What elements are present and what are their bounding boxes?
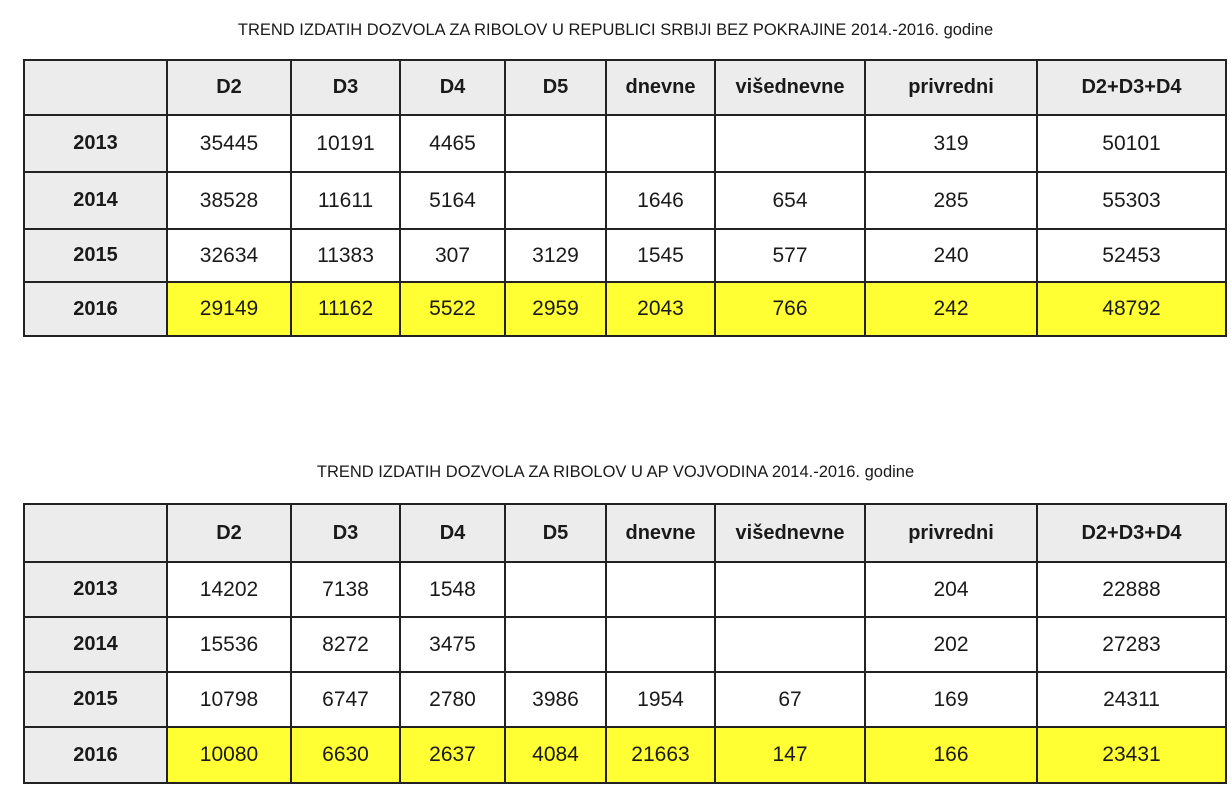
- table-cell: 3986: [505, 672, 606, 727]
- table-cell: 22888: [1037, 562, 1226, 617]
- header-cell: privredni: [865, 504, 1037, 562]
- table-cell: 242: [865, 282, 1037, 336]
- header-cell: D3: [291, 60, 400, 115]
- table-row: [24, 617, 1226, 672]
- table-cell: 7138: [291, 562, 400, 617]
- table-cell: 21663: [606, 727, 715, 783]
- table2-title: TREND IZDATIH DOZVOLA ZA RIBOLOV U AP VOJVODINA 2014.-2016. godine: [316, 463, 915, 481]
- table-cell: 11383: [291, 229, 400, 282]
- row-year: 2015: [24, 672, 167, 727]
- table-cell: 2780: [400, 672, 505, 727]
- table-cell: 48792: [1037, 282, 1226, 336]
- table-row: [24, 562, 1226, 617]
- table-cell: 10798: [167, 672, 291, 727]
- table-cell: 29149: [167, 282, 291, 336]
- table-cell: 14202: [167, 562, 291, 617]
- header-cell: D2+D3+D4: [1037, 504, 1226, 562]
- header-row: [24, 60, 1226, 115]
- table-cell: 202: [865, 617, 1037, 672]
- header-cell: D5: [505, 60, 606, 115]
- table-cell: 50101: [1037, 115, 1226, 172]
- table-cell: 1548: [400, 562, 505, 617]
- table-cell: 24311: [1037, 672, 1226, 727]
- table-cell: 2959: [505, 282, 606, 336]
- row-year: 2016: [24, 727, 167, 783]
- table-vojvodina: [23, 503, 1227, 784]
- table-cell: 38528: [167, 172, 291, 229]
- table-cell: 577: [715, 229, 865, 282]
- table-cell: 3475: [400, 617, 505, 672]
- table-cell: 15536: [167, 617, 291, 672]
- table-row-highlighted: [24, 282, 1226, 336]
- table-cell: 654: [715, 172, 865, 229]
- table-cell: 55303: [1037, 172, 1226, 229]
- header-cell: D4: [400, 60, 505, 115]
- table-cell: 1646: [606, 172, 715, 229]
- table-cell: [606, 115, 715, 172]
- table-cell: [715, 617, 865, 672]
- row-year: 2013: [24, 562, 167, 617]
- table-cell: 204: [865, 562, 1037, 617]
- table-cell: 4084: [505, 727, 606, 783]
- table-cell: 27283: [1037, 617, 1226, 672]
- table-cell: 5164: [400, 172, 505, 229]
- table-cell: [715, 562, 865, 617]
- table-cell: 67: [715, 672, 865, 727]
- table-row-highlighted: [24, 727, 1226, 783]
- table-cell: 169: [865, 672, 1037, 727]
- table-cell: 307: [400, 229, 505, 282]
- header-cell: dnevne: [606, 60, 715, 115]
- table-cell: 52453: [1037, 229, 1226, 282]
- table-row: [24, 229, 1226, 282]
- header-cell: D2: [167, 504, 291, 562]
- table-cell: 240: [865, 229, 1037, 282]
- table-cell: 35445: [167, 115, 291, 172]
- header-row: [24, 504, 1226, 562]
- header-corner: [24, 504, 167, 562]
- table-cell: 6630: [291, 727, 400, 783]
- header-cell: D5: [505, 504, 606, 562]
- table-republic-serbia: [23, 59, 1227, 337]
- table-cell: [606, 562, 715, 617]
- table-cell: 8272: [291, 617, 400, 672]
- table-cell: 1954: [606, 672, 715, 727]
- table-cell: 23431: [1037, 727, 1226, 783]
- table-cell: [505, 617, 606, 672]
- row-year: 2016: [24, 282, 167, 336]
- table-cell: 11162: [291, 282, 400, 336]
- header-cell: višednevne: [715, 60, 865, 115]
- table-cell: 10191: [291, 115, 400, 172]
- table-cell: 1545: [606, 229, 715, 282]
- header-cell: D4: [400, 504, 505, 562]
- header-cell: privredni: [865, 60, 1037, 115]
- table-cell: 10080: [167, 727, 291, 783]
- table-cell: 2043: [606, 282, 715, 336]
- header-cell: D3: [291, 504, 400, 562]
- table-row: [24, 115, 1226, 172]
- table-cell: 32634: [167, 229, 291, 282]
- table-cell: [505, 115, 606, 172]
- table1-title: TREND IZDATIH DOZVOLA ZA RIBOLOV U REPUBLICI SRBIJI BEZ POKRAJINE 2014.-2016. godine: [237, 21, 994, 39]
- table-cell: 4465: [400, 115, 505, 172]
- table-row: [24, 672, 1226, 727]
- table-cell: 147: [715, 727, 865, 783]
- table-cell: 2637: [400, 727, 505, 783]
- header-cell: D2: [167, 60, 291, 115]
- header-cell: višednevne: [715, 504, 865, 562]
- row-year: 2014: [24, 172, 167, 229]
- table-cell: 3129: [505, 229, 606, 282]
- row-year: 2014: [24, 617, 167, 672]
- table-cell: 6747: [291, 672, 400, 727]
- table-cell: [606, 617, 715, 672]
- table-cell: [505, 562, 606, 617]
- row-year: 2013: [24, 115, 167, 172]
- table-cell: 5522: [400, 282, 505, 336]
- table-cell: [505, 172, 606, 229]
- header-cell: dnevne: [606, 504, 715, 562]
- table-cell: 11611: [291, 172, 400, 229]
- table-cell: 166: [865, 727, 1037, 783]
- table-cell: [715, 115, 865, 172]
- table-cell: 766: [715, 282, 865, 336]
- row-year: 2015: [24, 229, 167, 282]
- table-cell: 319: [865, 115, 1037, 172]
- header-cell: D2+D3+D4: [1037, 60, 1226, 115]
- table-cell: 285: [865, 172, 1037, 229]
- header-corner: [24, 60, 167, 115]
- table-row: [24, 172, 1226, 229]
